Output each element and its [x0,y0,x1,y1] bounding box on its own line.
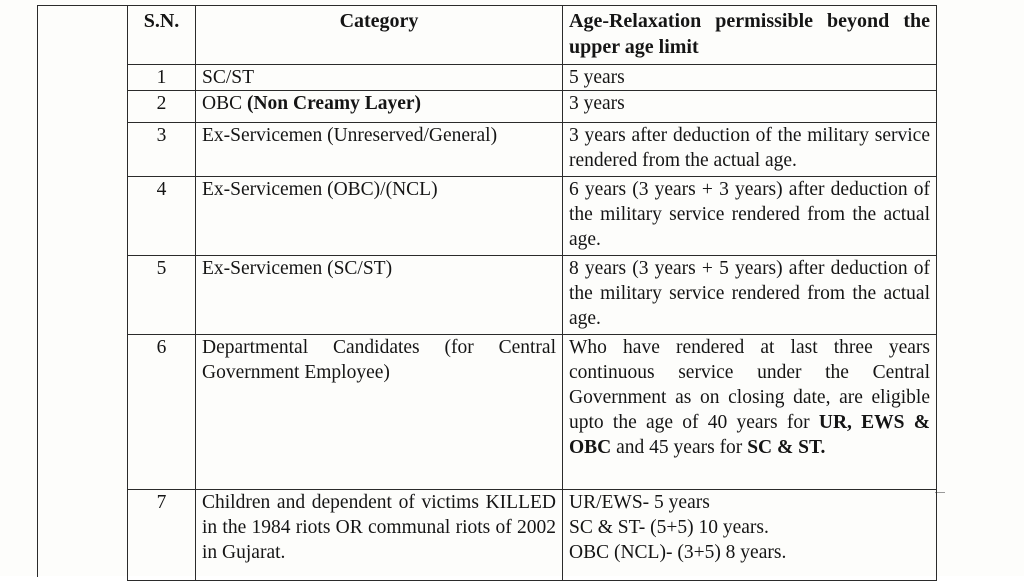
table-row [128,91,937,123]
row-category: Departmental Candidates (for Central Government Employee) [196,335,563,490]
row-category: SC/ST [196,65,563,91]
row-age [563,335,937,490]
row-age: 6 years (3 years + 3 years) after deduction of the military service rendered from the actual age. [563,177,937,256]
row-age: 3 years [563,91,937,123]
row-category: Children and dependent of victims KILLED in the 1984 riots OR communal riots of 2002 in Gujarat. [196,490,563,581]
header-category: Category [196,6,563,65]
row-category: Ex-Servicemen (SC/ST) [196,256,563,335]
row-category: Ex-Servicemen (Unreserved/General) [196,123,563,177]
table-row [128,123,937,177]
age-bold-text: SC & ST. [747,437,826,458]
header-sn: S.N. [128,6,196,65]
age-bold-text: UR, EWS & OBC [569,412,930,458]
row-age: 5 years [563,65,937,91]
row-sn: 2 [128,91,196,123]
age-line: UR/EWS- 5 years [569,492,710,513]
header-age-relaxation: Age-Relaxation permissible beyond the upper age limit [563,6,937,65]
page-frame-border [37,5,128,577]
row-age: 3 years after deduction of the military service rendered from the actual age. [563,123,937,177]
row-age [563,490,937,581]
age-line: OBC (NCL)- (3+5) 8 years. [569,542,787,563]
table-row [128,335,937,490]
row-sn: 5 [128,256,196,335]
table-row [128,65,937,91]
table-header-row [128,6,937,65]
row-sn: 1 [128,65,196,91]
table-row [128,177,937,256]
row-sn: 6 [128,335,196,490]
age-line: SC & ST- (5+5) 10 years. [569,517,769,538]
row-sn: 4 [128,177,196,256]
age-relaxation-table [127,5,937,581]
table-row [128,490,937,581]
age-text: and 45 years for [611,437,748,458]
category-text: OBC [202,93,247,114]
row-age: 8 years (3 years + 5 years) after deduction of the military service rendered from the actual age. [563,256,937,335]
row-category [196,91,563,123]
table-row [128,256,937,335]
row-sn: 7 [128,490,196,581]
category-bold-text: (Non Creamy Layer) [246,93,421,114]
age-text: Who have rendered at last three years continuous service under the Central Government as on closing date, are eligible upto the age of 40 years for [569,337,930,433]
row-category: Ex-Servicemen (OBC)/(NCL) [196,177,563,256]
row-sn: 3 [128,123,196,177]
